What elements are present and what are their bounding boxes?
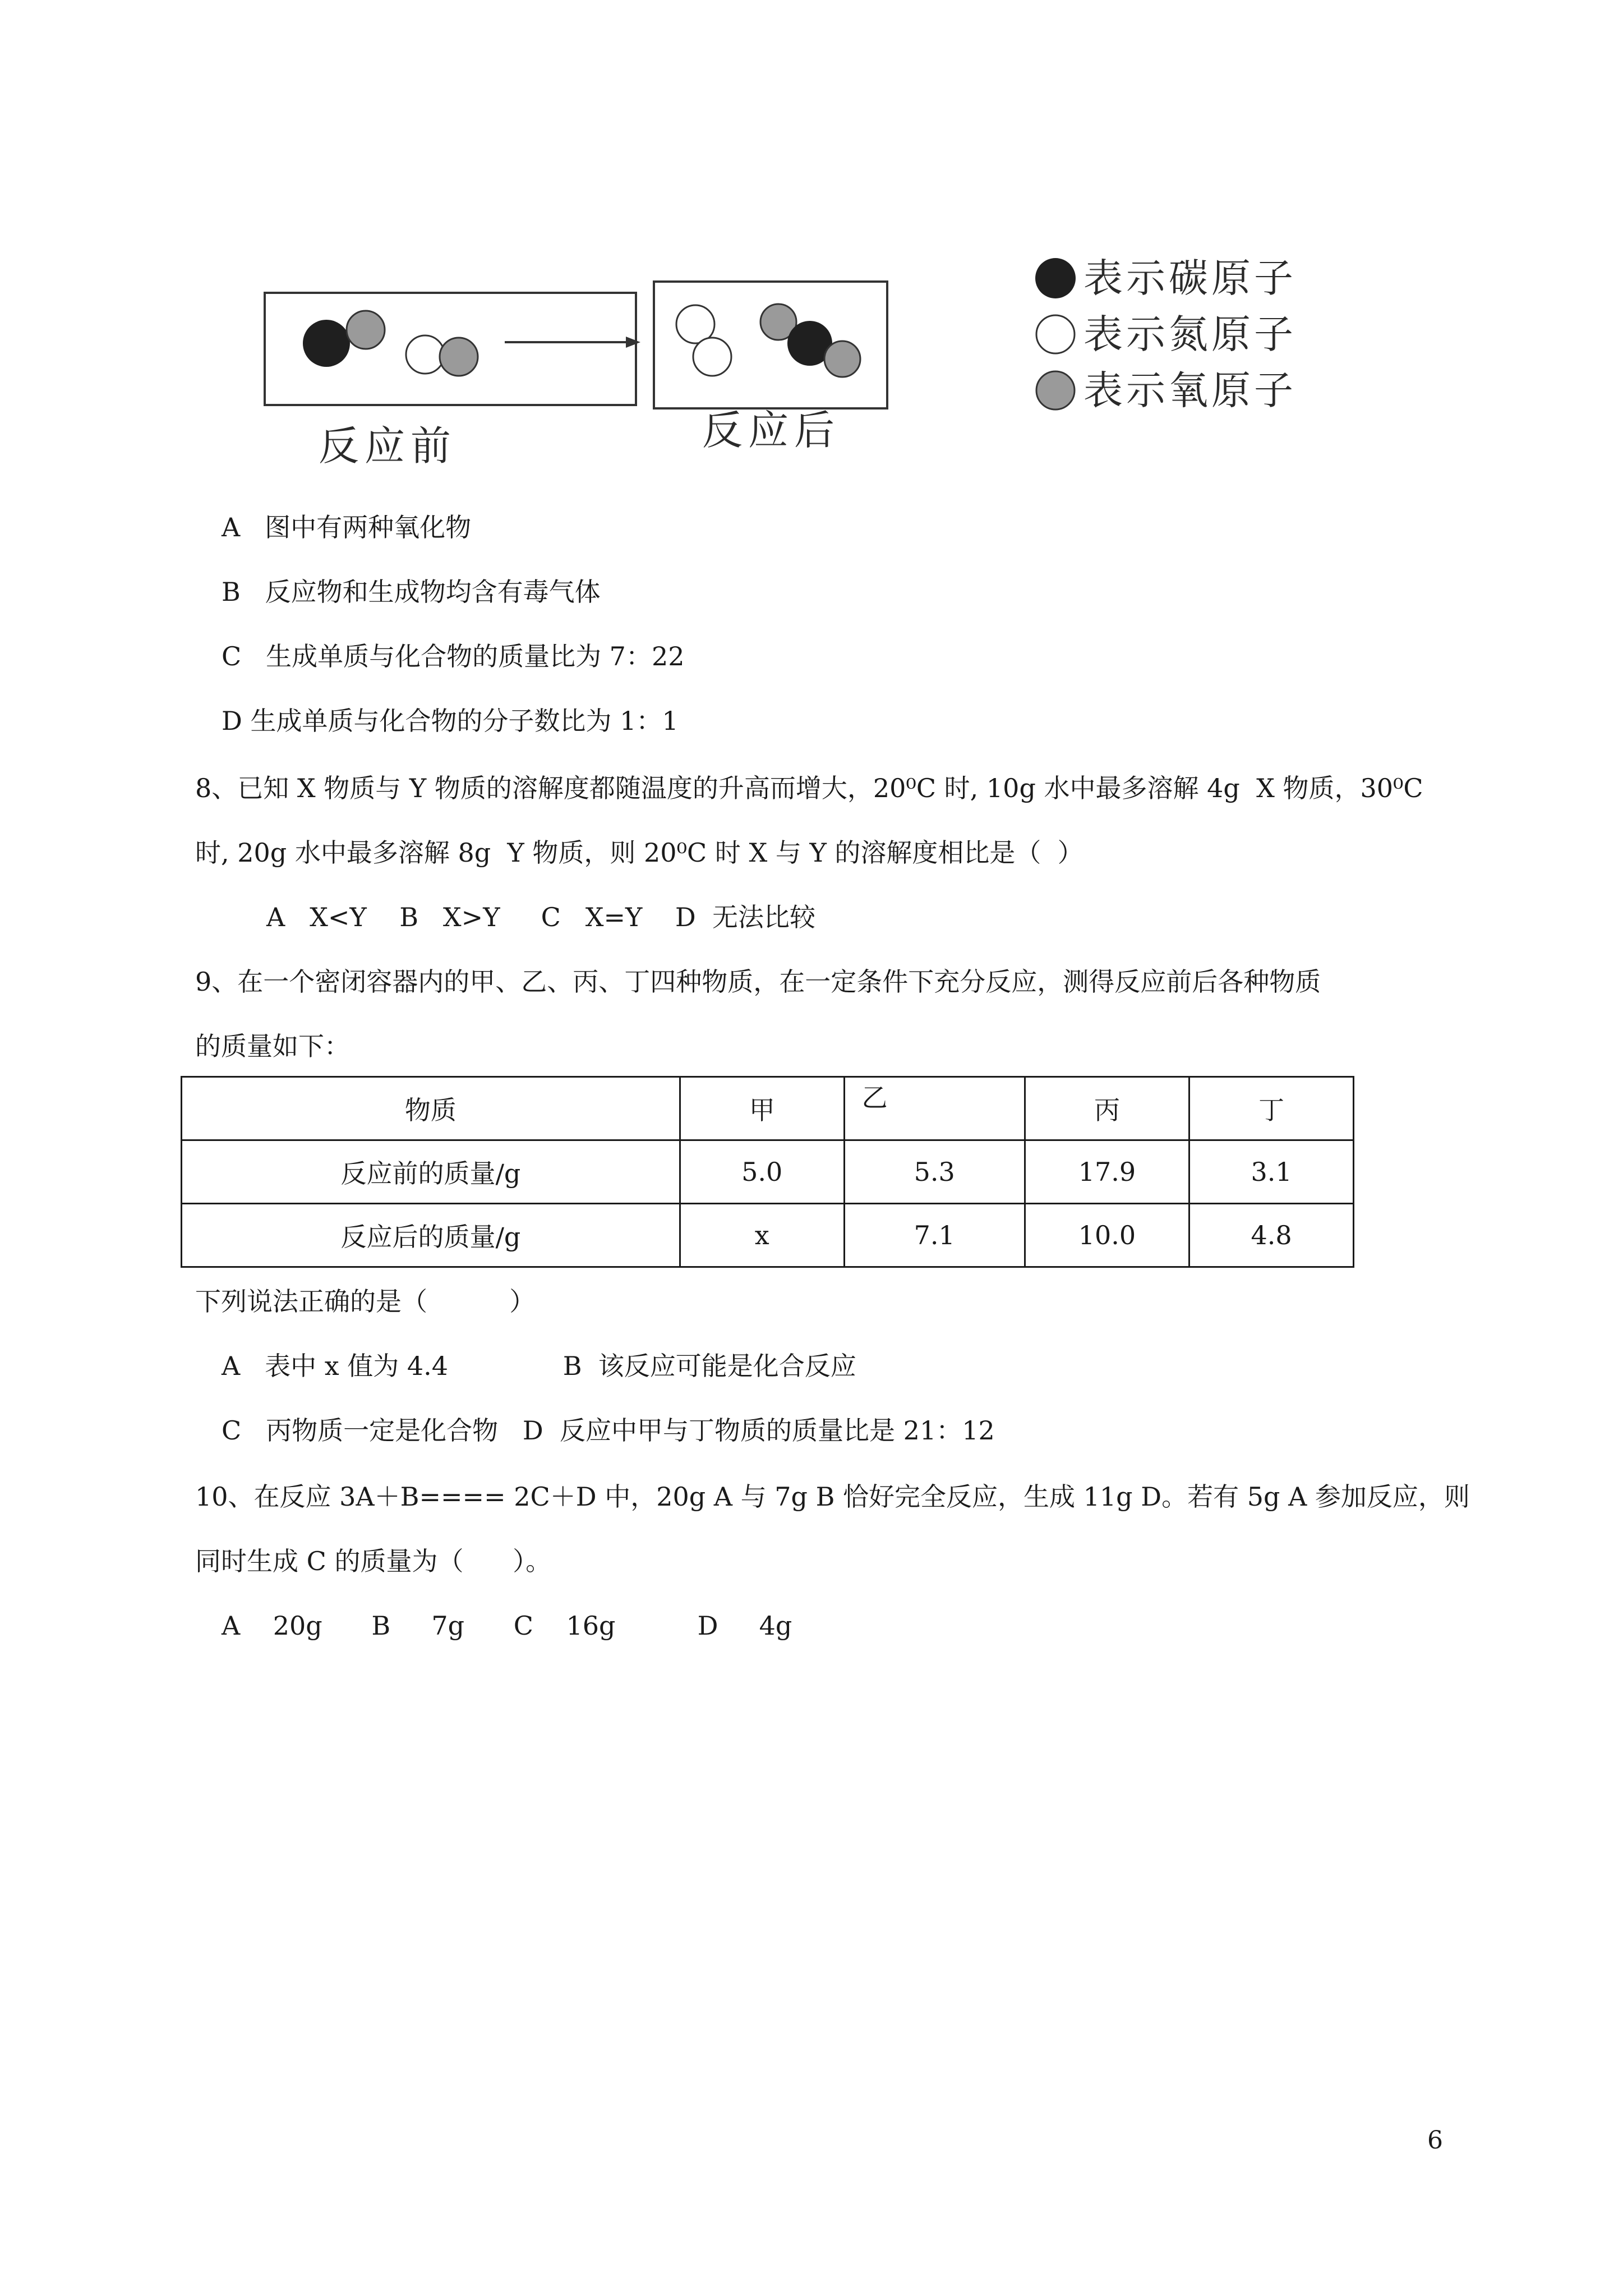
legend-oxygen-label: 表示氧原子 [1083, 367, 1297, 413]
table-cell: 反应前的质量/g [182, 1140, 680, 1204]
before-label: 反应前 [319, 422, 457, 470]
reaction-diagram [247, 247, 1312, 482]
q7-option-c: C 生成单质与化合物的质量比为 7：22 [222, 641, 685, 671]
table-header-row [182, 1077, 1354, 1140]
legend-nitrogen-label: 表示氮原子 [1083, 311, 1297, 357]
table-cell: 10.0 [1025, 1204, 1189, 1267]
after-label: 反应后 [702, 407, 841, 454]
q10-stem-line2: 同时生成 C 的质量为（ ）。 [195, 1546, 552, 1576]
legend-carbon-label: 表示碳原子 [1083, 255, 1297, 301]
table-header-cell: 乙 [844, 1077, 1025, 1140]
table-cell: 4.8 [1189, 1204, 1354, 1267]
oxygen-atom [824, 341, 860, 377]
page-number: 6 [1427, 2126, 1443, 2155]
table-cell: x [680, 1204, 844, 1267]
q10-options: A 20g B 7g C 16g D 4g [222, 1611, 792, 1641]
q9-stem-line1: 9、在一个密闭容器内的甲、乙、丙、丁四种物质，在一定条件下充分反应，测得反应前后各种物质 [195, 967, 1321, 997]
legend-oxygen-icon [1036, 371, 1075, 409]
table-row [182, 1204, 1354, 1267]
table-header-cell: 物质 [182, 1077, 680, 1140]
oxygen-atom [347, 311, 385, 349]
table-cell: 反应后的质量/g [182, 1204, 680, 1267]
table-header-cell: 丁 [1189, 1077, 1354, 1140]
table-cell: 7.1 [844, 1204, 1025, 1267]
q7-option-b: B 反应物和生成物均含有毒气体 [222, 577, 601, 607]
q8-options: A X<Y B X>Y C X=Y D 无法比较 [266, 902, 816, 932]
table-header-cell: 丙 [1025, 1077, 1189, 1140]
arrow-head-icon [626, 337, 640, 348]
q7-option-d: D 生成单质与化合物的分子数比为 1：1 [222, 706, 679, 736]
table-cell: 5.0 [680, 1140, 844, 1204]
legend-nitrogen-icon [1036, 315, 1075, 353]
table-cell: 17.9 [1025, 1140, 1189, 1204]
q9-options-line2: C 丙物质一定是化合物 D 反应中甲与丁物质的质量比是 21：12 [222, 1415, 995, 1446]
table-cell: 5.3 [844, 1140, 1025, 1204]
mass-table [181, 1076, 1354, 1268]
table-header-cell: 甲 [680, 1077, 844, 1140]
oxygen-atom [440, 338, 478, 376]
q8-stem-line1: 8、已知 X 物质与 Y 物质的溶解度都随温度的升高而增大，20⁰C 时, 10g 水中最多溶解 4g X 物质，30⁰C [195, 773, 1423, 803]
nitrogen-atom [693, 338, 731, 376]
legend-carbon-icon [1035, 258, 1076, 298]
table-row [182, 1140, 1354, 1204]
q9-stem-line2: 的质量如下： [195, 1031, 350, 1061]
q9-prompt: 下列说法正确的是（ ） [195, 1286, 536, 1317]
table-cell: 3.1 [1189, 1140, 1354, 1204]
q9-options-line1: A 表中 x 值为 4.4 B 该反应可能是化合反应 [222, 1351, 856, 1381]
carbon-atom [303, 320, 350, 367]
q7-option-a: A 图中有两种氧化物 [222, 512, 472, 542]
nitrogen-atom [406, 335, 444, 374]
q8-stem-line2: 时, 20g 水中最多溶解 8g Y 物质，则 20⁰C 时 X 与 Y 的溶解度相比是（ ） [195, 838, 1083, 868]
q10-stem-line1: 10、在反应 3A＋B==== 2C＋D 中，20g A 与 7g B 恰好完全反应，生成 11g D。若有 5g A 参加反应，则 [195, 1481, 1470, 1512]
